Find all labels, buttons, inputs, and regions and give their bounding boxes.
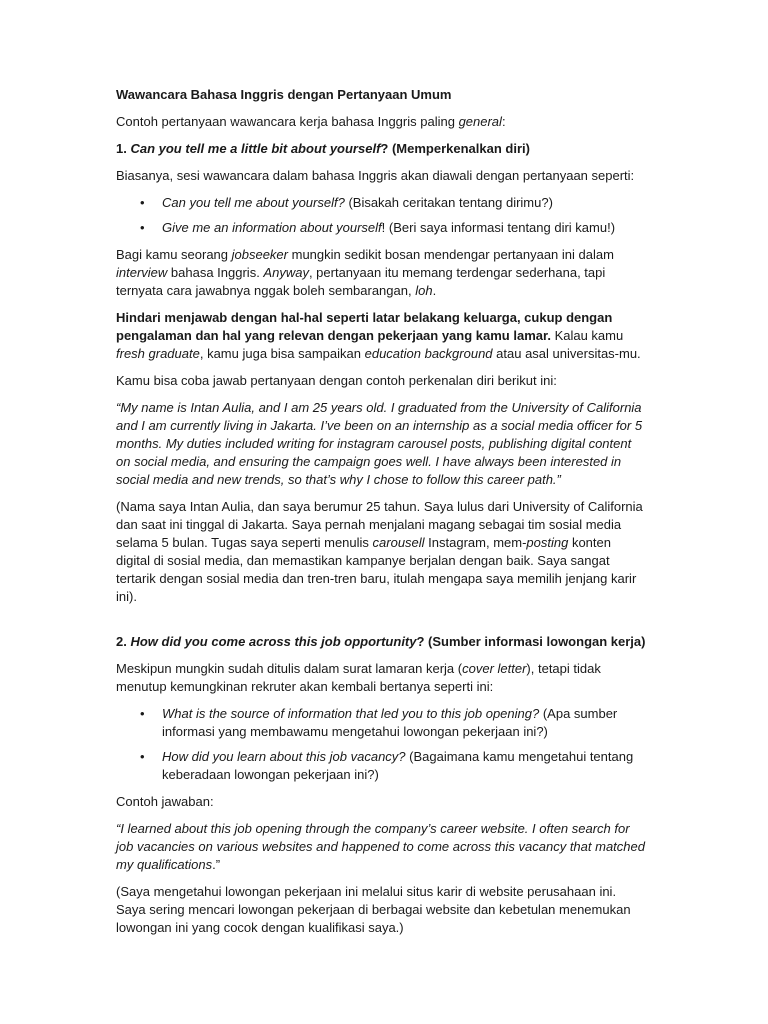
text-run: (Nama saya Intan Aulia, dan saya berumur 25 tahun. Saya lulus dari University of California dan saat ini tinggal di Jakarta. Saya pernah menjalani magang sebagai tim sosial media selama 5 bulan. Tugas saya seperti menulis bbox=[116, 499, 643, 550]
text-run: “I learned about this job opening through the company’s career website. I often search for job vacancies on various websites and happened to come across this vacancy that matched my qualifications bbox=[116, 821, 645, 872]
bullet-icon: • bbox=[140, 749, 145, 764]
bullet-icon: • bbox=[140, 706, 145, 721]
q2-example-quote bbox=[116, 820, 646, 874]
intro-text: Contoh pertanyaan wawancara kerja bahasa Inggris paling bbox=[116, 114, 459, 129]
text-run: Kalau kamu bbox=[550, 328, 624, 343]
text-run: ), tetapi tidak menutup kemungkinan rekruter akan kembali bertanya seperti ini: bbox=[116, 661, 601, 694]
text-run: Instagram, mem- bbox=[424, 535, 527, 550]
q2-subtitle: ? (Sumber informasi lowongan kerja) bbox=[416, 634, 646, 649]
question-1-heading bbox=[116, 140, 646, 158]
document-title: Wawancara Bahasa Inggris dengan Pertanyaan Umum bbox=[116, 87, 452, 102]
list-item bbox=[140, 748, 646, 784]
text-run: bahasa Inggris. bbox=[167, 265, 264, 280]
text-run: carousell bbox=[372, 535, 425, 550]
q2-bullet-list bbox=[116, 705, 646, 784]
q2-lead bbox=[116, 660, 646, 696]
bullet-icon: • bbox=[140, 195, 145, 210]
text-run: .” bbox=[212, 857, 221, 872]
list-item bbox=[140, 705, 646, 741]
text-run: loh bbox=[415, 283, 433, 298]
text-run: interview bbox=[116, 265, 168, 280]
q1-paragraph-jobseeker bbox=[116, 246, 646, 300]
intro-general: general bbox=[458, 114, 502, 129]
document-page bbox=[116, 86, 646, 946]
text-run: posting bbox=[526, 535, 569, 550]
bullet-translation: (Bagaimana kamu mengetahui tentang keberadaan lowongan pekerjaan ini?) bbox=[162, 749, 634, 782]
text-run: cover letter bbox=[462, 661, 527, 676]
q2-question: How did you come across this job opportunity bbox=[130, 634, 417, 649]
text-run: jobseeker bbox=[231, 247, 288, 262]
text-run: Anyway bbox=[263, 265, 309, 280]
text-run: konten digital di sosial media, dan memastikan kampanye berjalan dengan baik. Saya sangat tertarik dengan sosial media dan tren-tren baru, itulah mengapa saya memilih jenjang karir ini). bbox=[116, 535, 637, 604]
list-item bbox=[140, 219, 646, 237]
text-run: , kamu juga bisa sampaikan bbox=[199, 346, 365, 361]
text-run: . bbox=[432, 283, 437, 298]
q1-paragraph-advice bbox=[116, 309, 646, 363]
text-run: Meskipun mungkin sudah ditulis dalam surat lamaran kerja ( bbox=[116, 661, 463, 676]
bullet-question: Can you tell me about yourself? bbox=[162, 195, 345, 210]
q1-example-quote: “My name is Intan Aulia, and I am 25 years old. I graduated from the University of California and I am currently living in Jakarta. I’ve been on an internship as a social media officer for 5 months. My duties included writing for instagram carousel posts, publishing digital content on social media, and ensuring the campaign goes well. I have always been interested in social media and new trends, so that’s why I chose to follow this career path.” bbox=[116, 400, 643, 487]
q1-number: 1. bbox=[116, 141, 131, 156]
intro-paragraph bbox=[116, 113, 646, 131]
intro-colon: : bbox=[501, 114, 506, 129]
q1-bullet-list bbox=[116, 194, 646, 237]
q1-paragraph-example-intro: Kamu bisa coba jawab pertanyaan dengan contoh perkenalan diri berikut ini: bbox=[116, 373, 557, 388]
question-2-heading bbox=[116, 633, 646, 651]
text-run: education background bbox=[364, 346, 493, 361]
bullet-question: Give me an information about yourself bbox=[162, 220, 382, 235]
bullet-question: What is the source of information that led you to this job opening? bbox=[162, 706, 540, 721]
text-run: mungkin sedikit bosan mendengar pertanyaan ini dalam bbox=[288, 247, 614, 262]
q1-subtitle: ? (Memperkenalkan diri) bbox=[380, 141, 530, 156]
bullet-translation: (Bisakah ceritakan tentang dirimu?) bbox=[344, 195, 553, 210]
q2-number: 2. bbox=[116, 634, 131, 649]
bullet-translation: (Apa sumber informasi yang membawamu mengetahui lowongan pekerjaan ini?) bbox=[162, 706, 618, 739]
text-run: Bagi kamu seorang bbox=[116, 247, 232, 262]
q2-translation: (Saya mengetahui lowongan pekerjaan ini melalui situs karir di website perusahaan ini. Saya sering mencari lowongan pekerjaan di berbagai website dan kebetulan menemukan lowongan ini yang cocok dengan kualifikasi saya.) bbox=[116, 884, 631, 935]
q1-translation bbox=[116, 498, 646, 606]
q1-lead: Biasanya, sesi wawancara dalam bahasa Inggris akan diawali dengan pertanyaan seperti: bbox=[116, 168, 635, 183]
text-run: fresh graduate bbox=[116, 346, 200, 361]
text-run: atau asal universitas-mu. bbox=[492, 346, 641, 361]
bullet-question: How did you learn about this job vacancy? bbox=[162, 749, 406, 764]
text-run: Hindari menjawab dengan hal-hal seperti latar belakang keluarga, cukup dengan pengalaman dan hal yang relevan dengan pekerjaan yang kamu lamar. bbox=[116, 310, 613, 343]
section-spacer bbox=[116, 615, 646, 633]
q2-example-label: Contoh jawaban: bbox=[116, 794, 214, 809]
text-run: , pertanyaan itu memang terdengar sederhana, tapi ternyata cara jawabnya nggak boleh sembarangan, bbox=[116, 265, 606, 298]
bullet-icon: • bbox=[140, 220, 145, 235]
list-item bbox=[140, 194, 646, 212]
bullet-translation: ! (Beri saya informasi tentang diri kamu!) bbox=[381, 220, 616, 235]
q1-question: Can you tell me a little bit about yourself bbox=[130, 141, 381, 156]
